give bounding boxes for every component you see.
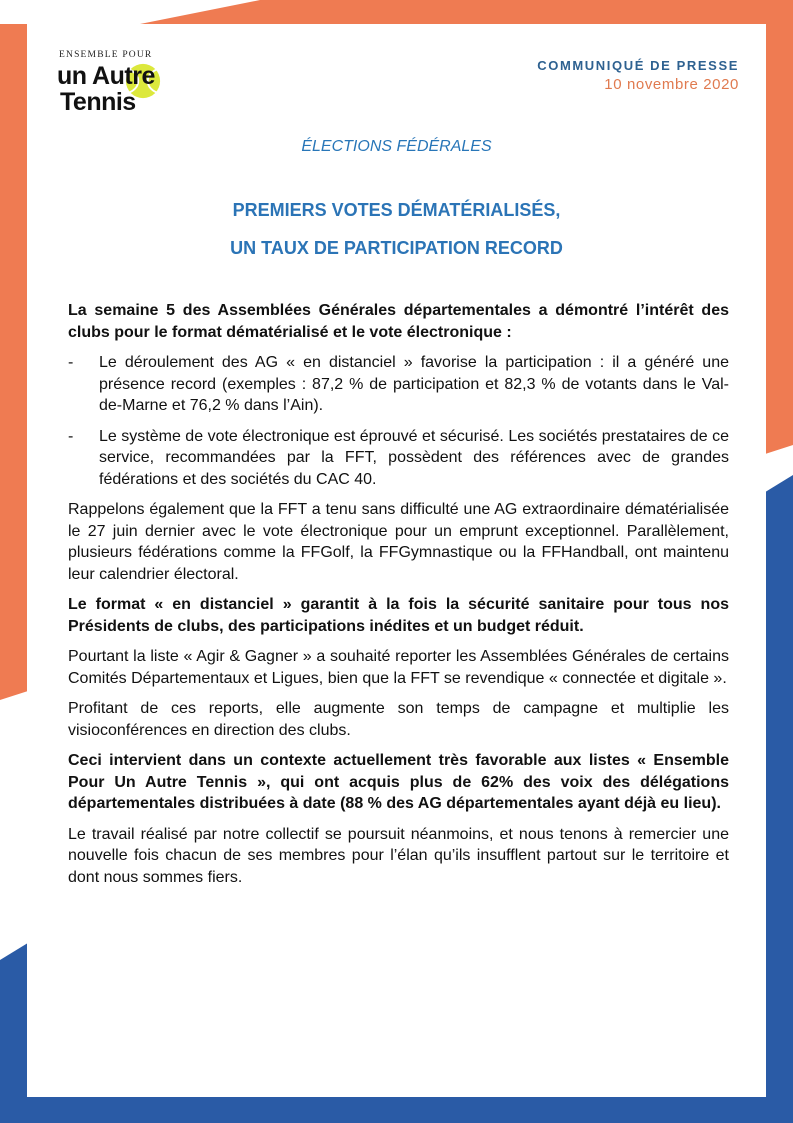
bullet-dash: - [68,427,74,445]
document-page [27,24,766,1097]
logo-text-line1: un Autre [57,62,155,90]
headline-line2: UN TAUX DE PARTICIPATION RECORD [230,238,563,258]
paragraph: Profitant de ces reports, elle augmente son temps de campagne et multiplie les visioconférences en direction des clubs. [68,700,729,739]
paragraph: Pourtant la liste « Agir & Gagner » a souhaité reporter les Assemblées Générales de certains Comités Départementaux et Ligues, bien que la FFT se revendique « connectée et digitale ». [68,648,729,687]
headline-line1: PREMIERS VOTES DÉMATÉRIALISÉS, [232,200,561,220]
press-label: COMMUNIQUÉ DE PRESSE [537,58,739,73]
bullet-dash: - [68,354,74,371]
logo [57,50,177,140]
list-item [68,352,729,417]
intro-paragraph: La semaine 5 des Assemblées Générales départementales a démontré l’intérêt des clubs pour le format dématérialisé et le vote électronique : [68,302,729,341]
logo-tagline: ENSEMBLE POUR [59,50,153,60]
list-item [68,426,729,491]
bullet-list [68,352,729,490]
bullet-text: Le système de vote électronique est éprouvé et sécurisé. Les sociétés prestataires de ce service, recommandées par la FFT, possèdent des références avec de grandes fédérations et des sociétés du CAC 40. [99,427,729,488]
press-date: 10 novembre 2020 [604,76,739,93]
paragraph-bold: Ceci intervient dans un contexte actuellement très favorable aux listes « Ensemble Pour Un Autre Tennis », qui ont acquis plus de 62% des voix des délégations départementales distribuées à date (88 % des AG départementales ayant déjà eu lieu). [68,752,729,812]
logo-text-line2: Tennis [60,88,136,116]
kicker: ÉLECTIONS FÉDÉRALES [301,138,492,155]
paragraph: Le travail réalisé par notre collectif se poursuit néanmoins, et nous tenons à remercier une nouvelle fois chacun de ses membres pour l’élan qu’ils insufflent partout sur le territoire et dont nous sommes fiers. [68,825,729,886]
press-info [537,58,739,93]
paragraph: Rappelons également que la FFT a tenu sans difficulté une AG extraordinaire dématérialisée le 27 juin dernier avec le vote électronique pour un emprunt exceptionnel. Parallèlement, plusieurs fédérations comme la FFGolf, la FFGymnastique ou la FFHandball, ont maintenu leur calendrier électoral. [68,501,729,583]
bullet-text: Le déroulement des AG « en distanciel » favorise la participation : il a généré une présence record (exemples : 87,2 % de participation et 82,3 % de votants dans le Val-de-Marne et 76,2 % dans l’Ain). [99,354,729,414]
body-text [68,300,729,897]
headline [27,191,766,267]
paragraph-bold: Le format « en distanciel » garantit à la fois la sécurité sanitaire pour tous nos Présidents de clubs, des participations inédites et un budget réduit. [68,596,729,635]
